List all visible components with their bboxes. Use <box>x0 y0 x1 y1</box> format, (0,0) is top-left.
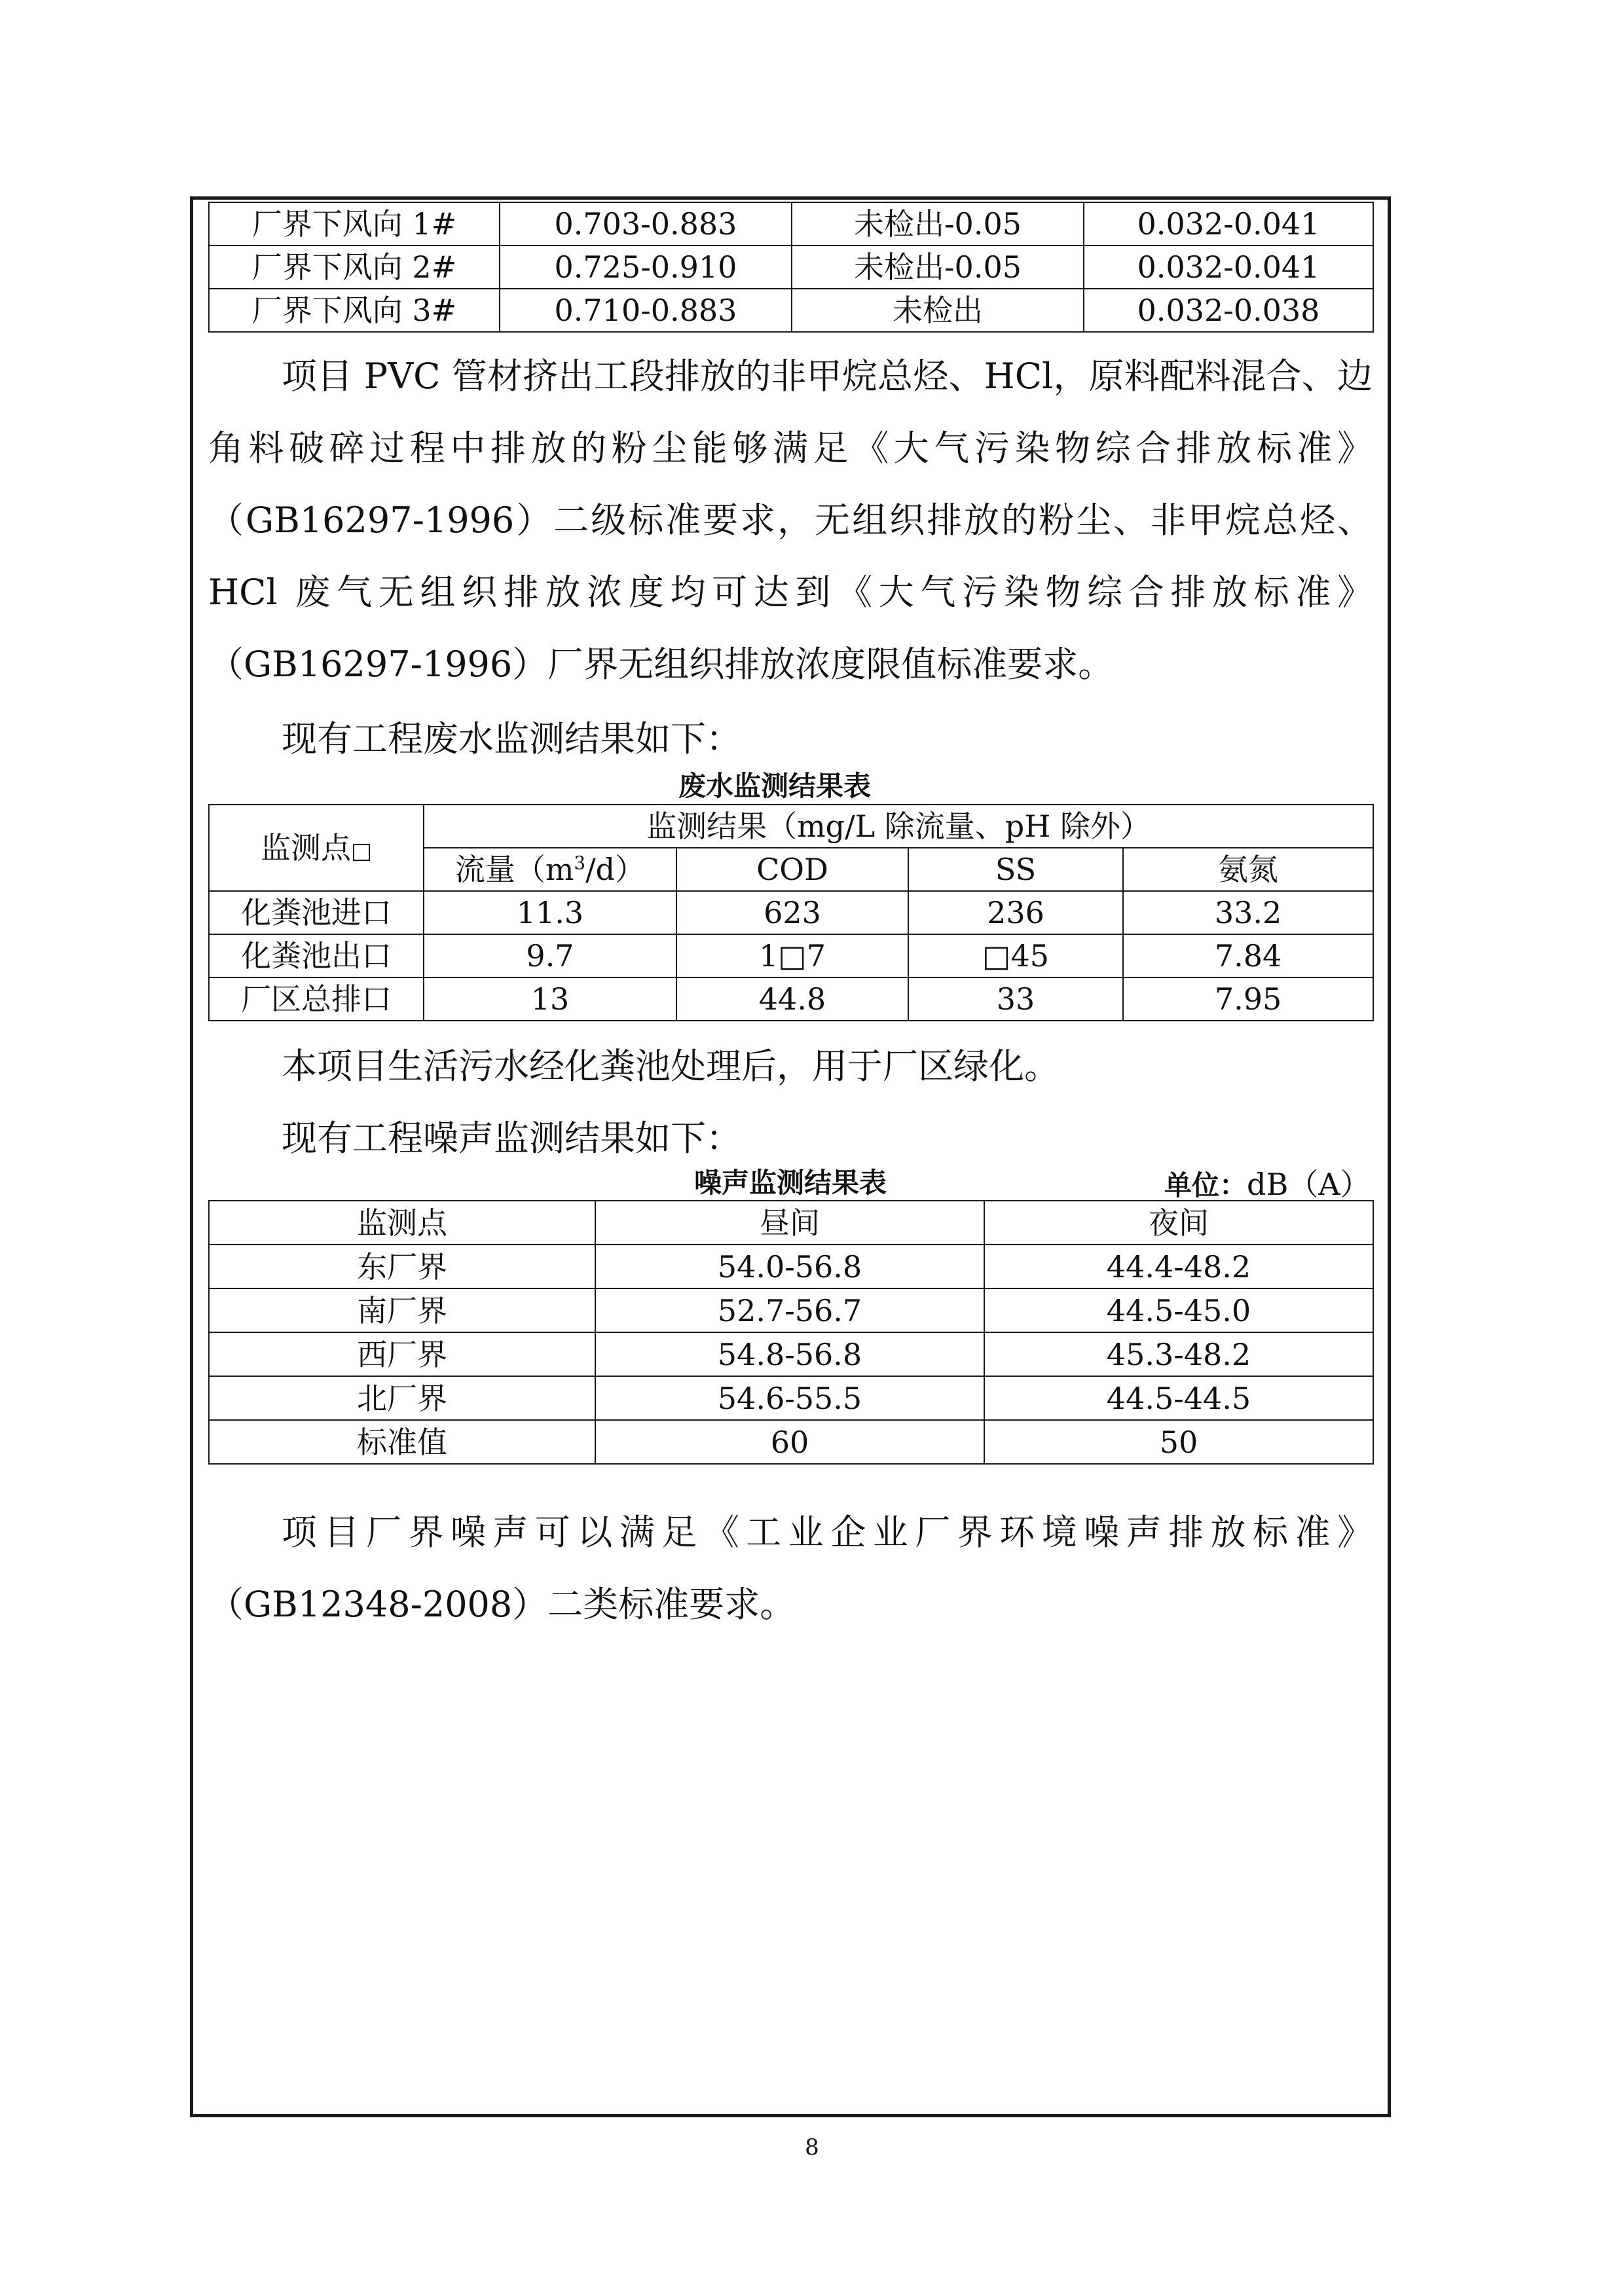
table-row <box>209 1376 1373 1420</box>
table-row <box>209 1288 1373 1332</box>
noise-value-cell: 45.3-48.2 <box>984 1332 1373 1376</box>
noise-point-cell: 标准值 <box>209 1420 595 1464</box>
noise-value-cell: 52.7-56.7 <box>595 1288 984 1332</box>
water-value-cell: 236 <box>908 891 1123 934</box>
water-value-cell: 33.2 <box>1123 891 1373 934</box>
water-point-header-glyph: □ <box>350 838 373 864</box>
noise-value-cell: 54.6-55.5 <box>595 1376 984 1420</box>
water-intro-paragraph: 现有工程废水监测结果如下： <box>282 718 741 759</box>
air-value-cell: 0.725-0.910 <box>500 246 792 289</box>
air-value-cell: 未检出-0.05 <box>792 246 1084 289</box>
table-row <box>209 977 1373 1021</box>
water-point-cell: 化粪池进口 <box>209 891 424 934</box>
water-value-cell: 1□7 <box>676 934 908 977</box>
water-col-header: COD <box>676 848 908 891</box>
air-point-cell: 厂界下风向 3# <box>209 289 500 332</box>
table-row <box>209 1420 1373 1464</box>
water-value-cell: 9.7 <box>424 934 676 977</box>
noise-table-title: 噪声监测结果表 <box>694 1167 887 1199</box>
water-results-header: 监测结果（mg/L 除流量、pH 除外） <box>424 805 1373 848</box>
table-row <box>209 1245 1373 1288</box>
noise-value-cell: 50 <box>984 1420 1373 1464</box>
water-value-cell: 7.84 <box>1123 934 1373 977</box>
water-conclusion-paragraph: 本项目生活污水经化粪池处理后，用于厂区绿化。 <box>282 1046 1060 1087</box>
page-number: 8 <box>805 2134 819 2160</box>
air-value-cell: 0.710-0.883 <box>500 289 792 332</box>
table-row <box>209 202 1373 246</box>
table-header-row <box>209 1201 1373 1245</box>
noise-value-cell: 44.5-45.0 <box>984 1288 1373 1332</box>
air-conclusion-paragraph: 项目 PVC 管材挤出工段排放的非甲烷总烃、HCl，原料配料混合、边角料破碎过程中排放的粉尘能够满足《大气污染物综合排放标准》（GB16297-1996）二级标准要求，无组织排放的粉尘、非甲烷总烃、HCl 废气无组织排放浓度均可达到《大气污染物综合排放标准》（GB16297-1996）厂界无组织排放浓度限值标准要求。 <box>208 355 1373 685</box>
table-row <box>209 934 1373 977</box>
water-table <box>208 804 1374 1021</box>
air-value-cell: 未检出 <box>792 289 1084 332</box>
noise-unit-label: 单位：dB（A） <box>1164 1167 1371 1202</box>
noise-value-cell: 60 <box>595 1420 984 1464</box>
noise-header-cell: 夜间 <box>984 1201 1373 1245</box>
air-point-cell: 厂界下风向 2# <box>209 246 500 289</box>
table-row <box>209 246 1373 289</box>
water-value-cell: 11.3 <box>424 891 676 934</box>
air-point-cell: 厂界下风向 1# <box>209 202 500 246</box>
noise-conclusion-paragraph: 项目厂界噪声可以满足《工业企业厂界环境噪声排放标准》（GB12348-2008）二类标准要求。 <box>208 1512 1373 1625</box>
noise-point-cell: 西厂界 <box>209 1332 595 1376</box>
water-point-header-label: 监测点 <box>260 830 351 866</box>
water-value-cell: 623 <box>676 891 908 934</box>
table-row <box>209 289 1373 332</box>
noise-header-cell: 监测点 <box>209 1201 595 1245</box>
table-row <box>209 891 1373 934</box>
table-header-row <box>209 805 1373 848</box>
noise-value-cell: 54.8-56.8 <box>595 1332 984 1376</box>
water-flow-header: 流量$(m^3/d)$ <box>424 848 676 891</box>
air-table <box>208 202 1374 333</box>
water-table-title: 废水监测结果表 <box>678 770 872 802</box>
water-point-header <box>209 805 424 891</box>
water-value-cell: 7.95 <box>1123 977 1373 1021</box>
water-value-cell: 33 <box>908 977 1123 1021</box>
noise-value-cell: 54.0-56.8 <box>595 1245 984 1288</box>
noise-value-cell: 44.4-48.2 <box>984 1245 1373 1288</box>
noise-table <box>208 1200 1374 1465</box>
noise-point-cell: 南厂界 <box>209 1288 595 1332</box>
noise-header-cell: 昼间 <box>595 1201 984 1245</box>
air-value-cell: 0.032-0.041 <box>1084 202 1373 246</box>
air-value-cell: 0.032-0.038 <box>1084 289 1373 332</box>
water-col-header: 氨氮 <box>1123 848 1373 891</box>
water-value-cell: □45 <box>908 934 1123 977</box>
noise-value-cell: 44.5-44.5 <box>984 1376 1373 1420</box>
table-row <box>209 1332 1373 1376</box>
air-value-cell: 未检出-0.05 <box>792 202 1084 246</box>
noise-point-cell: 北厂界 <box>209 1376 595 1420</box>
noise-point-cell: 东厂界 <box>209 1245 595 1288</box>
air-value-cell: 0.032-0.041 <box>1084 246 1373 289</box>
water-point-cell: 厂区总排口 <box>209 977 424 1021</box>
water-value-cell: 13 <box>424 977 676 1021</box>
noise-intro-paragraph: 现有工程噪声监测结果如下： <box>282 1118 741 1159</box>
water-col-header: SS <box>908 848 1123 891</box>
water-value-cell: 44.8 <box>676 977 908 1021</box>
air-value-cell: 0.703-0.883 <box>500 202 792 246</box>
water-point-cell: 化粪池出口 <box>209 934 424 977</box>
